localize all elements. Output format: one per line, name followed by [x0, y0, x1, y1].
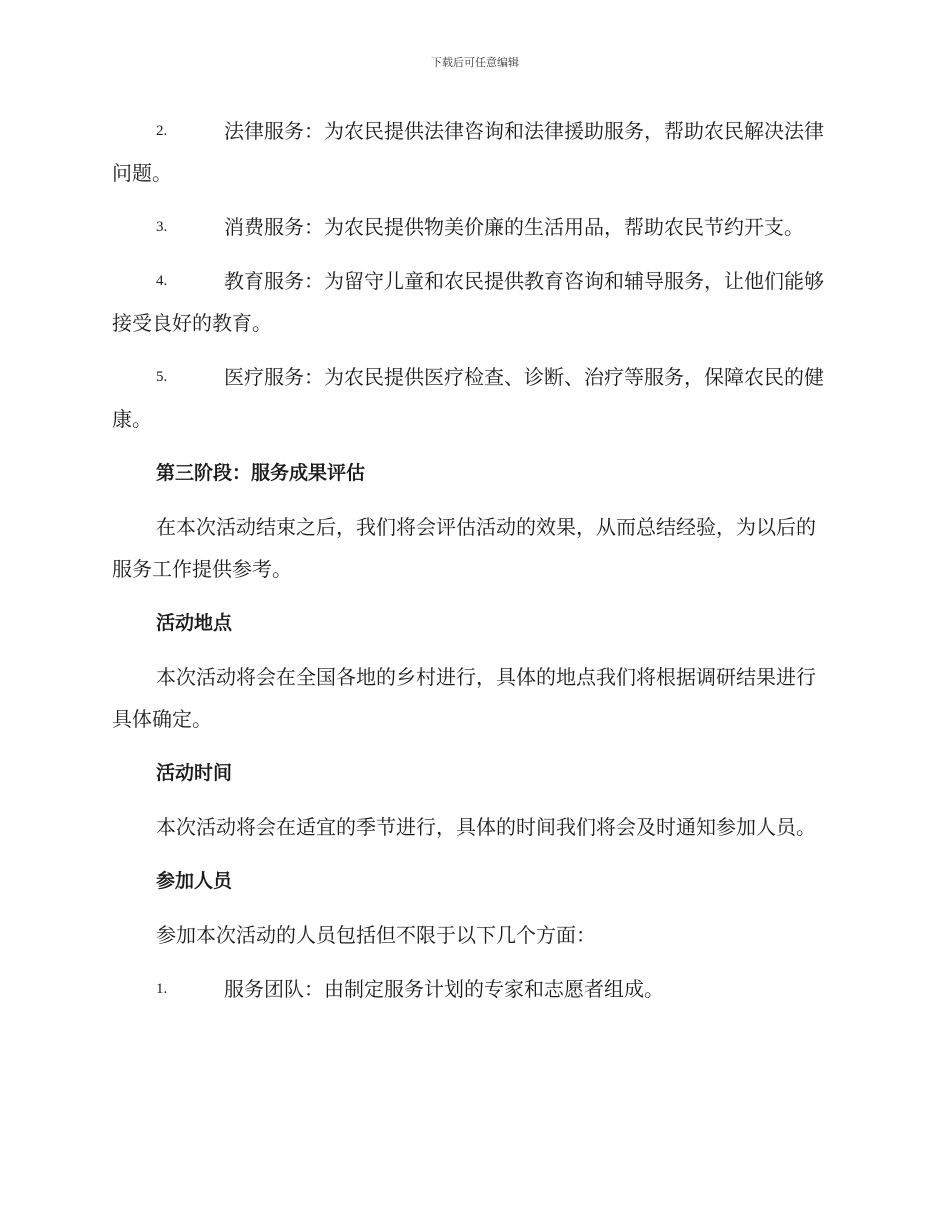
- list-item-text: 消费服务：为农民提供物美价廉的生活用品，帮助农民节约开支。: [224, 215, 804, 239]
- list-number: 1.: [156, 981, 168, 997]
- list-number: 2.: [156, 123, 168, 139]
- list-item-text: 服务团队：由制定服务计划的专家和志愿者组成。: [224, 977, 664, 1001]
- list-number: 5.: [156, 369, 168, 385]
- section-heading: 活动地点: [156, 612, 233, 634]
- document-body: [112, 110, 834, 1022]
- section-heading: 参加人员: [156, 870, 233, 892]
- section-heading: 第三阶段：服务成果评估: [156, 462, 366, 484]
- list-number: 3.: [156, 219, 168, 235]
- page-header: 下载后可任意编辑: [431, 56, 519, 69]
- section-heading: 活动时间: [156, 762, 233, 784]
- list-item: [112, 206, 834, 248]
- list-item-text: 医疗服务：为农民提供医疗检查、诊断、治疗等服务，保障农民的健康。: [112, 365, 824, 431]
- paragraph: 在本次活动结束之后，我们将会评估活动的效果，从而总结经验，为以后的服务工作提供参考。: [112, 515, 816, 581]
- list-item: [112, 260, 834, 344]
- list-number: 4.: [156, 273, 168, 289]
- list-item-text: 法律服务：为农民提供法律咨询和法律援助服务，帮助农民解决法律问题。: [112, 119, 824, 185]
- paragraph: 本次活动将会在适宜的季节进行，具体的时间我们将会及时通知参加人员。: [156, 815, 816, 839]
- list-item: [112, 968, 834, 1010]
- list-item: [112, 110, 834, 194]
- list-item-text: 教育服务：为留守儿童和农民提供教育咨询和辅导服务，让他们能够接受良好的教育。: [112, 269, 824, 335]
- list-item: [112, 356, 834, 440]
- paragraph: 本次活动将会在全国各地的乡村进行，具体的地点我们将根据调研结果进行具体确定。: [112, 665, 816, 731]
- paragraph: 参加本次活动的人员包括但不限于以下几个方面：: [156, 923, 596, 947]
